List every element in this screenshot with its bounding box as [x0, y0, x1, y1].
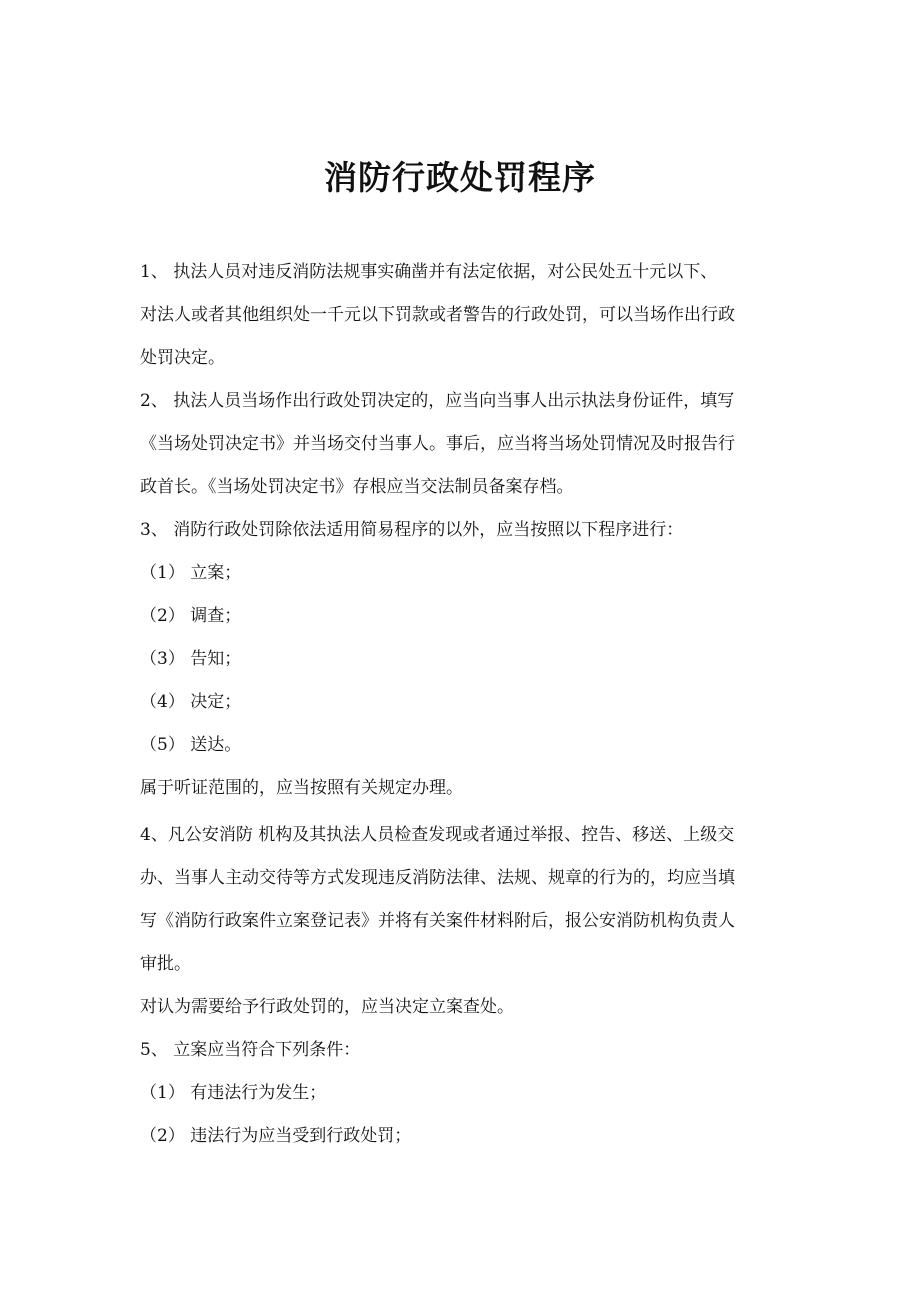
paragraph-line: 《当场处罚决定书》并当场交付当事人。事后，应当将当场处罚情况及时报告行	[140, 434, 735, 454]
paragraph-line: 对法人或者其他组织处一千元以下罚款或者警告的行政处罚，可以当场作出行政	[140, 305, 735, 325]
paragraph-line: 4、凡公安消防 机构及其执法人员检查发现或者通过举报、控告、移送、上级交	[140, 825, 735, 845]
list-item: （3） 告知；	[140, 649, 242, 669]
document-title: 消防行政处罚程序	[324, 158, 596, 197]
paragraph-line: 处罚决定。	[140, 348, 225, 368]
paragraph-line: 办、当事人主动交待等方式发现违反消防法律、法规、规章的行为的，均应当填	[140, 868, 735, 888]
paragraph-line: 属于听证范围的，应当按照有关规定办理。	[140, 778, 463, 798]
list-item: （2） 调查；	[140, 606, 242, 626]
paragraph-line: 写《消防行政案件立案登记表》并将有关案件材料附后，报公安消防机构负责人	[140, 911, 735, 931]
list-item: （1） 有违法行为发生；	[140, 1083, 327, 1103]
list-item: （4） 决定；	[140, 692, 242, 712]
list-item: （2） 违法行为应当受到行政处罚；	[140, 1126, 412, 1146]
paragraph-line: 5、 立案应当符合下列条件：	[140, 1040, 361, 1060]
list-item: （1） 立案；	[140, 563, 242, 583]
paragraph-line: 对认为需要给予行政处罚的，应当决定立案查处。	[140, 997, 514, 1017]
paragraph-line: 2、 执法人员当场作出行政处罚决定的，应当向当事人出示执法身份证件，填写	[140, 391, 735, 411]
paragraph-line: 1、 执法人员对违反消防法规事实确凿并有法定依据，对公民处五十元以下、	[140, 262, 718, 282]
paragraph-line: 政首长。《当场处罚决定书》存根应当交法制员备案存档。	[140, 477, 574, 497]
paragraph-line: 审批。	[140, 954, 191, 974]
paragraph-line: 3、 消防行政处罚除依法适用简易程序的以外，应当按照以下程序进行：	[140, 520, 684, 540]
list-item: （5） 送达。	[140, 735, 242, 755]
